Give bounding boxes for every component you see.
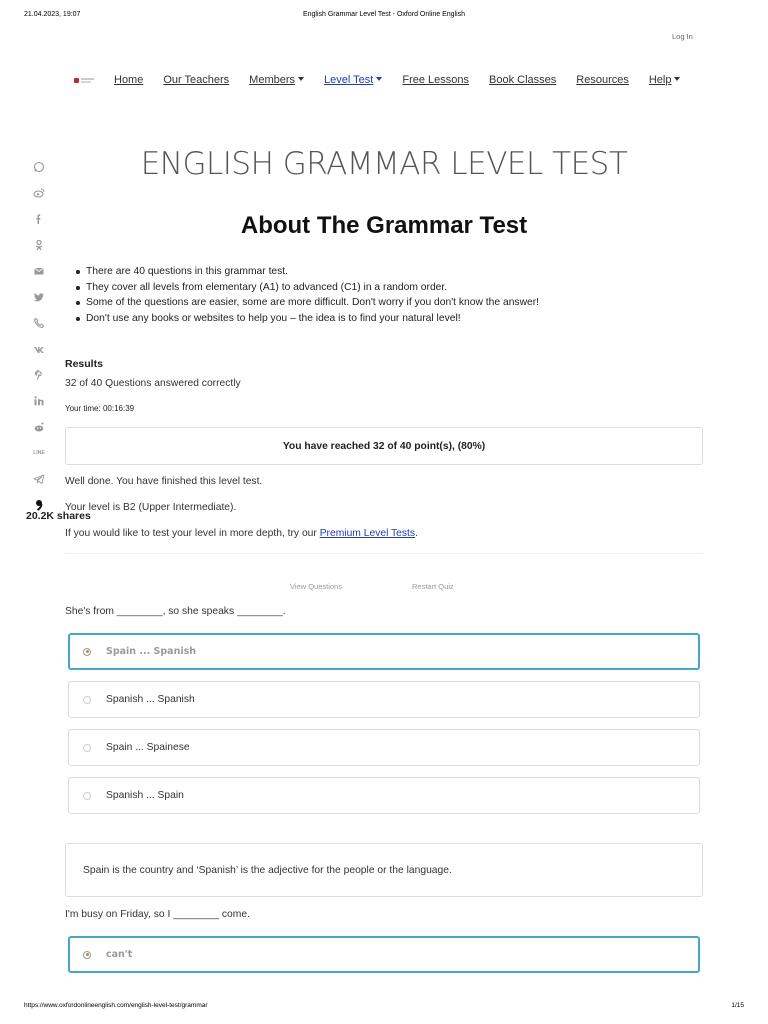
print-page-number: 1/15	[731, 1002, 744, 1009]
radio-icon	[83, 792, 91, 800]
premium-message	[65, 528, 418, 539]
view-questions-button[interactable]: View Questions	[290, 582, 342, 591]
nav-home[interactable]: Home	[114, 74, 144, 86]
divider	[65, 553, 703, 554]
info-list	[86, 264, 686, 326]
option-label: Spain ... Spainese	[106, 742, 190, 753]
section-title: About The Grammar Test	[240, 212, 528, 239]
list-item: Some of the questions are easier, some are more difficult. Don't worry if you don't know the answer!	[86, 295, 686, 311]
nav-level-test-label: Level Test	[324, 74, 374, 86]
answer-option-selected[interactable]	[68, 633, 700, 670]
print-url: https://www.oxfordonlineenglish.com/english-level-test/grammar	[24, 1002, 208, 1009]
question-2: I'm busy on Friday, so I ________ come.	[65, 909, 250, 920]
share-count: 20.2K shares	[26, 510, 91, 522]
explanation-text: Spain is the country and ‘Spanish’ is the adjective for the people or the language.	[83, 864, 452, 876]
nav-help[interactable]	[649, 74, 681, 86]
viber-icon[interactable]	[30, 310, 48, 336]
reddit-icon[interactable]	[30, 414, 48, 440]
radio-icon	[83, 648, 91, 656]
pinterest-icon[interactable]	[30, 362, 48, 388]
option-label: Spain ... Spanish	[106, 646, 197, 657]
print-doc-title: English Grammar Level Test - Oxford Online English	[302, 11, 466, 18]
list-item: There are 40 questions in this grammar test.	[86, 264, 686, 280]
nav-resources[interactable]: Resources	[576, 74, 629, 86]
premium-prefix: If you would like to test your level in more depth, try our	[65, 528, 320, 539]
score-text: You have reached 32 of 40 point(s), (80%)	[282, 440, 486, 452]
list-item: Don't use any books or websites to help you – the idea is to find your natural level!	[86, 311, 686, 327]
answer-option[interactable]	[68, 777, 700, 814]
option-label: Spanish ... Spanish	[106, 694, 195, 705]
option-label: Spanish ... Spain	[106, 790, 184, 801]
well-done-message: Well done. You have finished this level test.	[65, 476, 263, 487]
radio-icon	[83, 744, 91, 752]
answer-option[interactable]	[68, 729, 700, 766]
results-time: Your time: 00:16:39	[65, 404, 135, 413]
results-heading: Results	[65, 358, 103, 370]
linkedin-icon[interactable]	[30, 388, 48, 414]
weibo-icon[interactable]	[30, 180, 48, 206]
restart-quiz-button[interactable]: Restart Quiz	[412, 582, 454, 591]
page-title: ENGLISH GRAMMAR LEVEL TEST	[140, 146, 628, 182]
print-date: 21.04.2023, 19:07	[24, 11, 81, 18]
option-label: can't	[106, 949, 133, 960]
email-icon[interactable]	[30, 258, 48, 284]
telegram-icon[interactable]	[30, 466, 48, 492]
chevron-down-icon	[674, 77, 680, 81]
radio-icon	[83, 951, 91, 959]
nav-level-test[interactable]	[324, 74, 382, 86]
nav-book-classes[interactable]: Book Classes	[489, 74, 557, 86]
results-answered: 32 of 40 Questions answered correctly	[65, 378, 241, 389]
twitter-icon[interactable]	[30, 284, 48, 310]
line-icon-label: LINE	[33, 450, 45, 456]
answer-explanation	[65, 843, 703, 897]
chevron-down-icon	[298, 77, 304, 81]
share-sidebar	[30, 154, 48, 518]
premium-tests-link[interactable]: Premium Level Tests	[319, 528, 416, 539]
login-link[interactable]: Log In	[672, 32, 693, 41]
nav-members[interactable]	[249, 74, 304, 86]
chevron-down-icon	[376, 77, 382, 81]
nav-help-label: Help	[648, 74, 672, 86]
nav-free-lessons[interactable]: Free Lessons	[402, 74, 469, 86]
nav-our-teachers[interactable]: Our Teachers	[163, 74, 230, 86]
score-box	[65, 427, 703, 465]
level-message: Your level is B2 (Upper Intermediate).	[65, 502, 237, 513]
answer-option-selected[interactable]	[68, 936, 700, 973]
site-logo[interactable]	[74, 76, 94, 84]
nav-members-label: Members	[249, 74, 296, 86]
list-item: They cover all levels from elementary (A1) to advanced (C1) in a random order.	[86, 280, 686, 296]
premium-suffix: .	[415, 528, 418, 539]
main-nav	[74, 74, 700, 86]
vk-icon[interactable]	[30, 336, 48, 362]
radio-icon	[83, 696, 91, 704]
question-1: She's from ________, so she speaks ________.	[65, 606, 286, 617]
line-icon[interactable]	[30, 440, 48, 466]
answer-option[interactable]	[68, 681, 700, 718]
